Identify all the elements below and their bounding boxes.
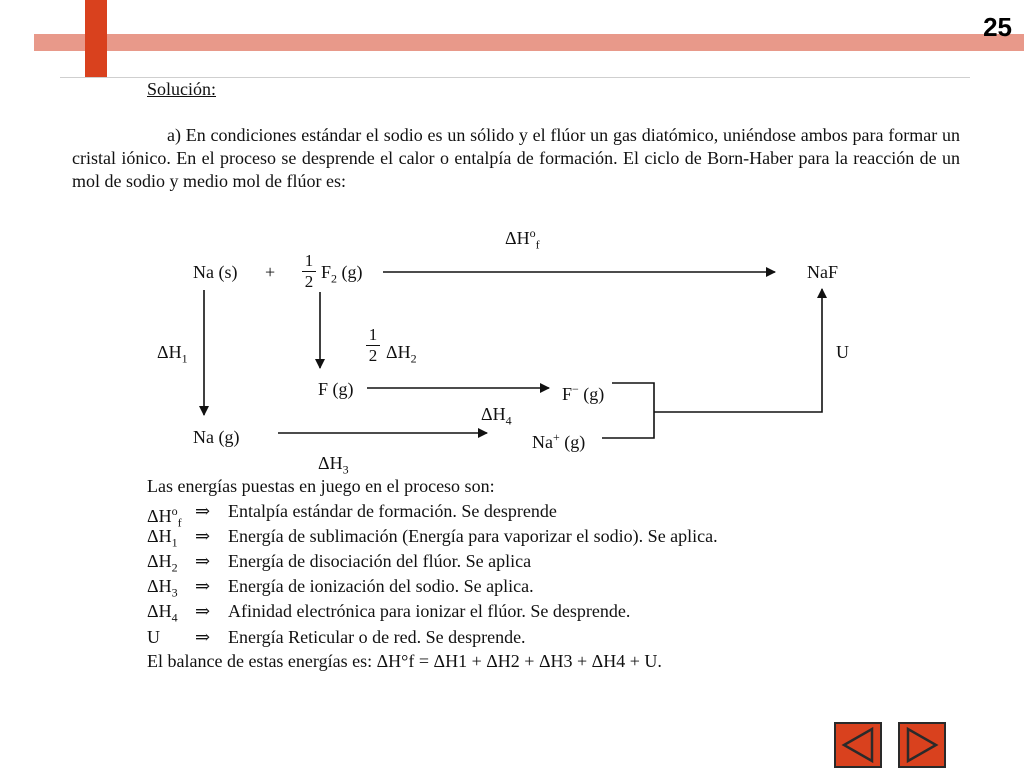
label-dhf: $\Delta H^o_f$: [505, 226, 540, 252]
next-slide-button[interactable]: [898, 722, 946, 768]
implies-icon: ⇒: [195, 526, 211, 546]
implies-icon: ⇒: [195, 501, 211, 521]
energy-desc: Energía de sublimación (Energía para vaporizar el sodio). Se aplica.: [228, 526, 718, 546]
energy-desc: Energía de disociación del flúor. Se aplica: [228, 551, 532, 571]
prev-slide-button[interactable]: [834, 722, 882, 768]
energy-item: $\Delta H_2$: [147, 551, 178, 575]
label-dh1: $\Delta H_1$: [157, 342, 188, 366]
energy-item: U: [147, 627, 160, 647]
species-na-solid: Na (s): [193, 262, 238, 282]
species-na-plus: Na+ (g): [532, 430, 586, 452]
triangle-left-icon: [836, 724, 880, 766]
label-dh3: $\Delta H_3$: [318, 453, 349, 477]
implies-icon: ⇒: [195, 576, 211, 596]
implies-icon: ⇒: [195, 601, 211, 621]
implies-icon: ⇒: [195, 627, 211, 647]
triangle-right-icon: [900, 724, 944, 766]
species-f-gas: F (g): [318, 379, 354, 399]
species-na-gas: Na (g): [193, 427, 240, 447]
implies-icon: ⇒: [195, 551, 211, 571]
fraction-half: 1 2: [302, 252, 316, 291]
energy-balance: El balance de estas energías es: ΔH°f = ΔH1 + ΔH2 + ΔH3 + ΔH4 + U.: [147, 651, 662, 671]
label-dh4: $\Delta H_4$: [481, 404, 512, 428]
arrow-lattice: [654, 289, 822, 412]
label-dh2: $\Delta H_2$: [386, 342, 417, 366]
energy-item: $\Delta H^o_f$: [147, 504, 182, 530]
energy-item: $\Delta H_4$: [147, 601, 178, 625]
solution-intro: a) En condiciones estándar el sodio es un sólido y el flúor un gas diatómico, uniéndose ambos para formar un cristal iónico. En el proceso se desprende el calor o entalpía de formación. El ciclo de Born-Haber para la reacción de un mol de sodio y medio mol de flúor es:: [72, 125, 960, 191]
energies-heading: Las energías puestas en juego en el proceso son:: [147, 476, 495, 496]
energy-item: $\Delta H_1$: [147, 526, 178, 550]
species-f2-gas: $F_2$ (g): [321, 262, 363, 286]
energy-desc: Energía de ionización del sodio. Se aplica.: [228, 576, 534, 596]
energy-desc: Entalpía estándar de formación. Se desprende: [228, 501, 557, 521]
solution-heading: Solución:: [147, 79, 217, 99]
page-number: 25: [983, 12, 1012, 42]
energy-desc: Energía Reticular o de red. Se desprende.: [228, 627, 526, 647]
energy-item: $\Delta H_3$: [147, 576, 178, 600]
species-f-minus: F− (g): [562, 382, 605, 404]
fraction-half-dh2: 1 2: [366, 326, 380, 365]
label-u: U: [836, 342, 849, 362]
plus-sign: +: [265, 262, 276, 282]
species-naf: NaF: [807, 262, 838, 282]
bracket-ions: [602, 383, 654, 438]
energy-desc: Afinidad electrónica para ionizar el flúor. Se desprende.: [228, 601, 631, 621]
